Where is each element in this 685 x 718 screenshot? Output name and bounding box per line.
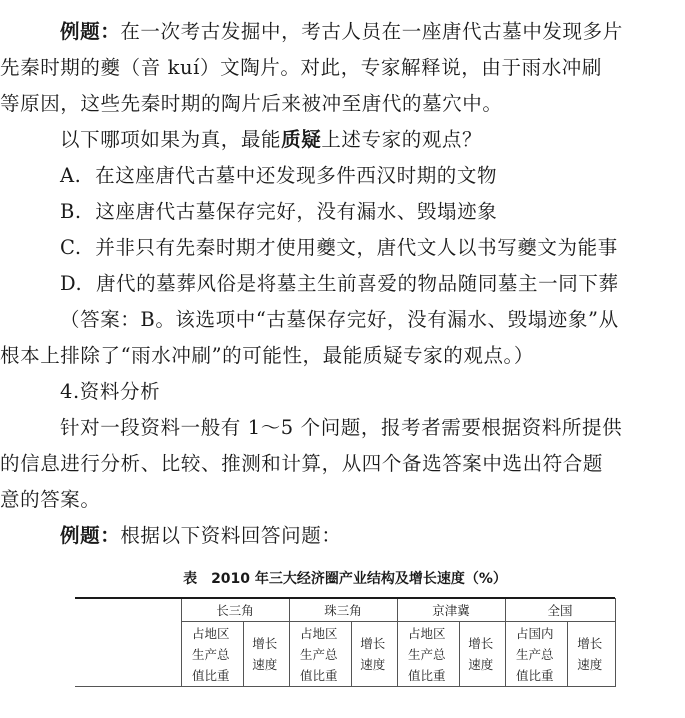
- table-caption-label: 表: [183, 571, 198, 587]
- group-header-yangtze: 长三角: [181, 599, 289, 622]
- section-line2: 的信息进行分析、比较、推测和计算，从四个备选答案中选出符合题: [0, 452, 604, 475]
- example1-line3: 等原因，这些先秦时期的陶片后来被冲至唐代的墓穴中。: [0, 92, 503, 115]
- option-c-letter: C.: [60, 236, 82, 259]
- option-a-text: 在这座唐代古墓中还发现多件西汉时期的文物: [95, 164, 498, 187]
- sub-header-share: 占地区生产总值比重: [181, 622, 243, 687]
- sub-header-share: 占地区生产总值比重: [397, 622, 459, 687]
- option-b-letter: B.: [60, 200, 82, 223]
- sub-header-growth: 增长速度: [459, 622, 505, 687]
- data-table: [75, 598, 616, 687]
- option-b-text: 这座唐代古墓保存完好，没有漏水、毁塌迹象: [95, 200, 498, 223]
- table-caption-text: 2010 年三大经济圈产业结构及增长速度（%）: [211, 571, 507, 587]
- example2-label: 例题：: [60, 524, 121, 547]
- question-pre: 以下哪项如果为真，最能: [60, 128, 282, 151]
- table-caption: [75, 568, 615, 588]
- option-b: [60, 194, 685, 230]
- sub-header-growth: 增长速度: [351, 622, 397, 687]
- sub-header-share: 占国内生产总值比重: [505, 622, 567, 687]
- example1-label: 例题：: [60, 20, 121, 43]
- option-c: [60, 230, 685, 266]
- answer-line2: 根本上排除了“雨水冲刷”的可能性，最能质疑专家的观点。）: [0, 344, 534, 367]
- sub-header-growth: 增长速度: [243, 622, 289, 687]
- section-line1: 针对一段资料一般有 1～5 个问题，报考者需要根据资料所提供: [60, 416, 623, 439]
- example1-line2: 先秦时期的夔（音 kuí）文陶片。对此，专家解释说，由于雨水冲刷: [0, 56, 603, 79]
- example1-line1: [0, 14, 685, 50]
- question-emphasis: 质疑: [281, 128, 322, 151]
- group-header-jingjinji: 京津冀: [397, 599, 505, 622]
- example1-text-1: 在一次考古发掘中，考古人员在一座唐代古墓中发现多片: [120, 20, 623, 43]
- question-line: [60, 122, 685, 158]
- option-d-text: 唐代的墓葬风俗是将墓主生前喜爱的物品随同墓主一同下葬: [95, 272, 619, 295]
- option-a: [60, 158, 685, 194]
- question-post: 上述专家的观点？: [321, 128, 483, 151]
- table-top-rule: [75, 597, 615, 599]
- sub-header-share: 占地区生产总值比重: [289, 622, 351, 687]
- example2-line: [60, 518, 685, 554]
- group-header-pearl: 珠三角: [289, 599, 397, 622]
- sub-header-growth: 增长速度: [567, 622, 615, 687]
- section-heading: 4.资料分析: [60, 380, 161, 403]
- option-c-text: 并非只有先秦时期才使用夔文，唐代文人以书写夔文为能事: [95, 236, 618, 259]
- example2-text: 根据以下资料回答问题：: [120, 524, 342, 547]
- group-header-national: 全国: [505, 599, 615, 622]
- option-d-letter: D.: [60, 272, 83, 295]
- answer-line1: （答案：B。该选项中“古墓保存完好，没有漏水、毁塌迹象”从: [60, 308, 619, 331]
- section-line3: 意的答案。: [0, 488, 101, 511]
- option-d: [60, 266, 685, 302]
- table-header-row-1: [75, 599, 615, 622]
- option-a-letter: A.: [60, 164, 82, 187]
- table-corner-cell: [75, 599, 181, 687]
